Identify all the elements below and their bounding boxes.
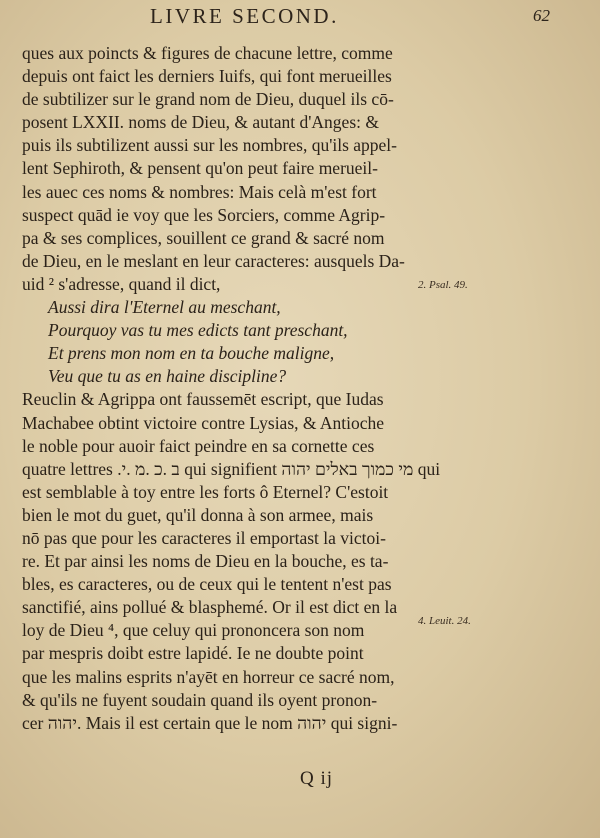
text-line: depuis ont faict les derniers Iuifs, qui font merueilles xyxy=(22,66,392,87)
page-number: 62 xyxy=(533,6,550,25)
text-line: posent LXXII. noms de Dieu, & autant d'Anges: & xyxy=(22,112,379,133)
text-line: bien le mot du guet, qu'il donna à son armee, mais xyxy=(22,504,374,525)
text-line: uid ² s'adresse, quand il dict, xyxy=(22,273,221,294)
verse-line: Aussi dira l'Eternel au meschant, xyxy=(48,297,281,318)
text-line: nō pas que pour les caracteres il emportast la victoi- xyxy=(22,527,386,548)
text-line: pa & ses complices, souillent ce grand & sacré nom xyxy=(22,227,385,248)
text-line: le noble pour auoir faict peindre en sa cornette ces xyxy=(22,435,375,456)
verse-line: Veu que tu as en haine discipline? xyxy=(48,366,287,387)
text-line: de Dieu, en le meslant en leur caracteres: ausquels Da- xyxy=(22,250,405,271)
text-line: bles, es caracteres, ou de ceux qui le tentent n'est pas xyxy=(22,574,392,595)
text-line: quatre lettres .ב .כ .מ .י qui signifient מי כמוך באלים יהוה qui xyxy=(22,458,441,479)
verse-line: Pourquoy vas tu mes edicts tant preschant, xyxy=(48,320,348,341)
text-line: Reuclin & Agrippa ont faussemēt escript, que Iudas xyxy=(22,389,384,410)
text-line: ques aux poincts & figures de chacune lettre, comme xyxy=(22,43,393,63)
text-line: de subtilizer sur le grand nom de Dieu, duquel ils cō- xyxy=(22,89,394,110)
text-line: cer יהוה. Mais il est certain que le nom יהוה qui signi- xyxy=(22,712,398,733)
signature-mark: Q ij xyxy=(300,768,334,789)
text-line: que les malins esprits n'ayēt en horreur ce sacré nom, xyxy=(22,666,395,687)
text-line: re. Et par ainsi les noms de Dieu en la bouche, es ta- xyxy=(22,551,389,572)
verse-line: Et prens mon nom en ta bouche maligne, xyxy=(48,343,335,364)
text-line: puis ils subtilizent aussi sur les nombres, qu'ils appel- xyxy=(22,135,397,156)
text-line: lent Sephiroth, & pensent qu'on peut faire merueil- xyxy=(22,158,378,179)
text-line: les auec ces noms & nombres: Mais celà m'est fort xyxy=(22,181,377,202)
running-head xyxy=(0,0,600,38)
margin-note-psalm: 2. Psal. 49. xyxy=(418,279,468,291)
body-text xyxy=(22,42,441,735)
running-head-title: LIVRE SECOND. xyxy=(150,4,339,28)
text-line: est semblable à toy entre les forts ô Eternel? C'estoit xyxy=(22,481,389,502)
text-line: suspect quād ie voy que les Sorciers, comme Agrip- xyxy=(22,204,386,225)
text-line: loy de Dieu ⁴, que celuy qui prononcera son nom xyxy=(22,620,365,641)
text-line: & qu'ils ne fuyent soudain quand ils oyent pronon- xyxy=(22,689,378,710)
margin-note-leviticus: 4. Leuit. 24. xyxy=(418,615,471,627)
text-line: par mespris doibt estre lapidé. Ie ne doubte point xyxy=(22,643,364,664)
text-line: sanctifié, ains pollué & blasphemé. Or il est dict en la xyxy=(22,597,398,618)
text-line: Machabee obtint victoire contre Lysias, & Antioche xyxy=(22,412,385,433)
